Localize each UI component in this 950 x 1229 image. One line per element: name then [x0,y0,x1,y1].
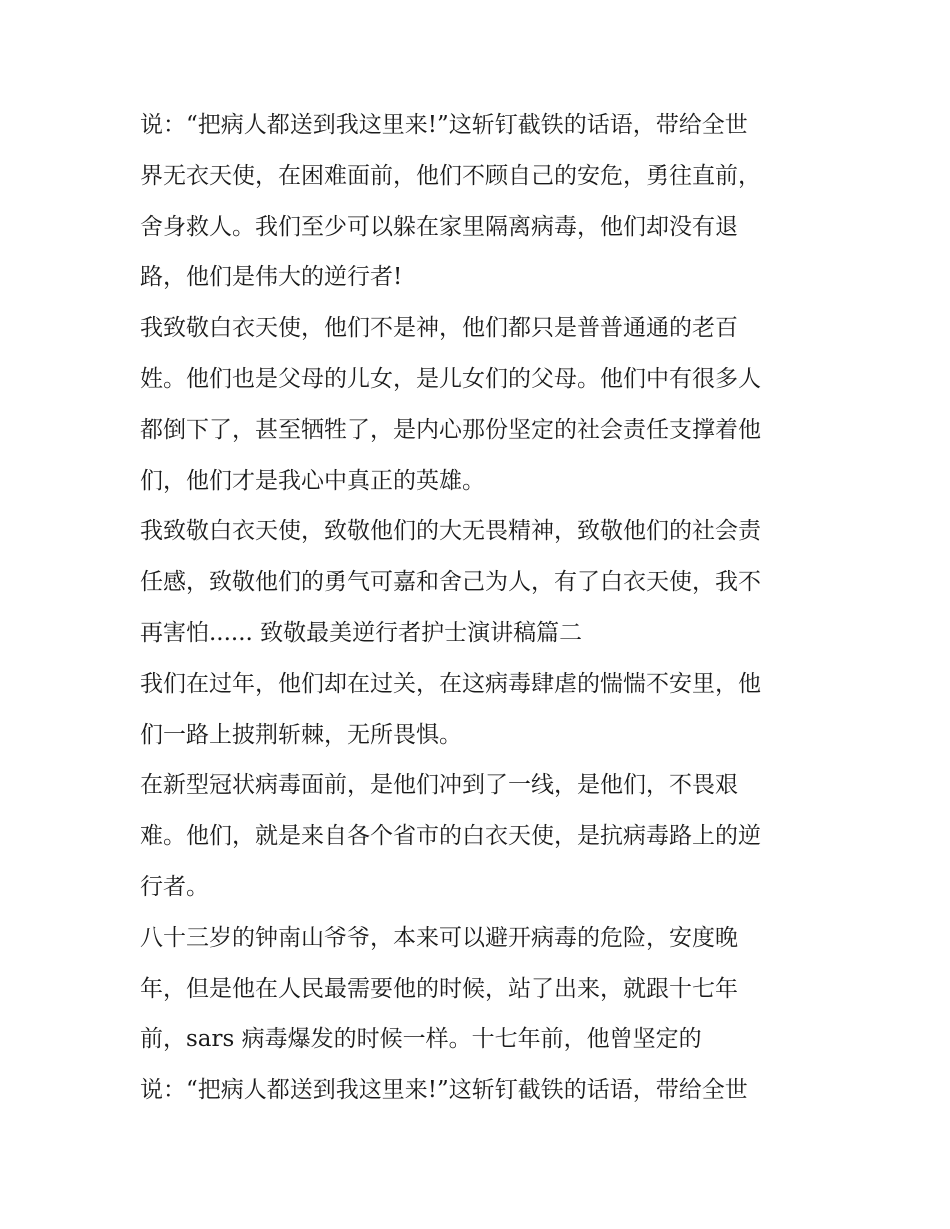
text-line: 界无衣天使，在困难面前，他们不顾自己的安危，勇往直前， [140,162,761,189]
text-line: 在新型冠状病毒面前，是他们冲到了一线，是他们，不畏艰 [140,772,738,799]
document-body [140,100,820,1116]
text-line: 们一路上披荆斩棘，无所畏惧。 [140,721,462,748]
text-line: 八十三岁的钟南山爷爷，本来可以避开病毒的危险，安度晚 [140,924,738,951]
text-line: 任感，致敬他们的勇气可嘉和舍己为人，有了白衣天使，我不 [140,569,761,596]
text-line: 我致敬白衣天使，他们不是神，他们都只是普普通通的老百 [140,315,738,342]
text-line: 说：“把病人都送到我这里来!”这斩钉截铁的话语，带给全世 [140,112,748,138]
text-line: 难。他们，就是来自各个省市的白衣天使，是抗病毒路上的逆 [140,823,761,850]
text-line: 再害怕...... 致敬最美逆行者护士演讲稿篇二 [140,619,583,646]
text-line: 年，但是他在人民最需要他的时候，站了出来，就跟十七年 [140,975,738,1002]
text-line: 们，他们才是我心中真正的英雄。 [140,467,485,494]
text-line: 前，sars 病毒爆发的时候一样。十七年前，他曾坚定的 [140,1026,702,1053]
text-line: 我们在过年，他们却在过关，在这病毒肆虐的惴惴不安里，他 [140,670,761,697]
text-line: 我致敬白衣天使，致敬他们的大无畏精神，致敬他们的社会责 [140,518,761,545]
text-line: 行者。 [140,873,209,900]
text-line: 舍身救人。我们至少可以躲在家里隔离病毒，他们却没有退 [140,213,738,240]
text-line: 姓。他们也是父母的儿女，是儿女们的父母。他们中有很多人 [140,365,761,392]
text-line: 路，他们是伟大的逆行者! [140,264,403,291]
text-line: 都倒下了，甚至牺牲了，是内心那份坚定的社会责任支撑着他 [140,416,761,443]
text-line: 说：“把病人都送到我这里来!”这斩钉截铁的话语，带给全世 [140,1077,748,1104]
